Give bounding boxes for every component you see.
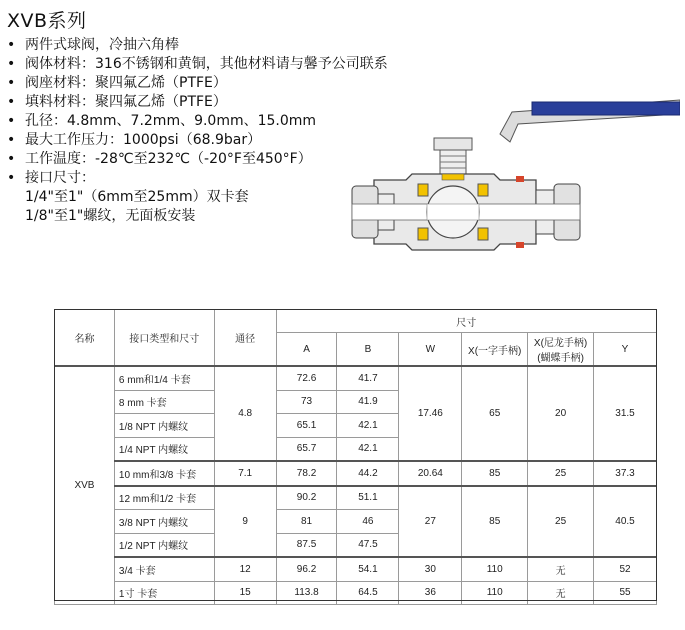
b-cell: 51.1	[337, 486, 399, 510]
o-ring	[516, 242, 524, 248]
table-row	[55, 366, 657, 390]
y-cell: 31.5	[594, 366, 657, 461]
header-port: 接口类型和尺寸	[114, 310, 214, 367]
port-cell: 1/8 NPT 内螺纹	[114, 414, 214, 438]
x2-cell: 无	[528, 557, 594, 581]
a-cell: 72.6	[276, 366, 337, 390]
port-cell: 8 mm 卡套	[114, 390, 214, 414]
table-row	[55, 461, 657, 486]
header-a: A	[276, 333, 337, 367]
w-cell: 17.46	[399, 366, 462, 461]
valve-seat	[478, 228, 488, 240]
header-b: B	[337, 333, 399, 367]
series-name: XVB	[55, 366, 115, 605]
x2-cell: 25	[528, 486, 594, 558]
table-row	[55, 557, 657, 581]
valve-seat	[418, 184, 428, 196]
port-cell: 3/4 卡套	[114, 557, 214, 581]
spec-item: • 接口尺寸：	[7, 169, 388, 188]
port-cell: 1/4 NPT 内螺纹	[114, 437, 214, 461]
b-cell: 64.5	[337, 581, 399, 605]
header-x2: X(尼龙手柄) (蝴蝶手柄)	[528, 333, 594, 367]
a-cell: 65.1	[276, 414, 337, 438]
x1-cell: 110	[462, 581, 528, 605]
stem-packing	[442, 174, 464, 180]
spec-subitem: 1/8"至1"螺纹，无面板安装	[25, 208, 196, 224]
x1-cell: 110	[462, 557, 528, 581]
header-x1: X(一字手柄)	[462, 333, 528, 367]
b-cell: 42.1	[337, 437, 399, 461]
x2-cell: 25	[528, 461, 594, 486]
b-cell: 44.2	[337, 461, 399, 486]
x1-cell: 65	[462, 366, 528, 461]
spec-item: • 填料材料：聚四氟乙烯（PTFE）	[7, 93, 388, 112]
a-cell: 65.7	[276, 437, 337, 461]
spec-item: • 孔径：4.8mm、7.2mm、9.0mm、15.0mm	[7, 112, 388, 131]
w-cell: 30	[399, 557, 462, 581]
a-cell: 96.2	[276, 557, 337, 581]
a-cell: 90.2	[276, 486, 337, 510]
spec-item: • 阀体材料：316不锈钢和黄铜，其他材料请与馨予公司联系	[7, 55, 388, 74]
header-y: Y	[594, 333, 657, 367]
y-cell: 40.5	[594, 486, 657, 558]
a-cell: 73	[276, 390, 337, 414]
spec-item: • 工作温度：-28℃至232℃（-20°F至450°F）	[7, 150, 388, 169]
bore-cell: 7.1	[214, 461, 276, 486]
port-cell: 6 mm和1/4 卡套	[114, 366, 214, 390]
stem-nut	[434, 138, 472, 150]
spec-list	[7, 36, 388, 226]
port-cell: 3/8 NPT 内螺纹	[114, 510, 214, 534]
spec-item: • 最大工作压力：1000psi（68.9bar）	[7, 131, 388, 150]
a-cell: 113.8	[276, 581, 337, 605]
table-row	[55, 581, 657, 605]
spec-subitem: 1/4"至1"（6mm至25mm）双卡套	[25, 189, 249, 205]
b-cell: 54.1	[337, 557, 399, 581]
port-cell: 1寸 卡套	[114, 581, 214, 605]
y-cell: 52	[594, 557, 657, 581]
b-cell: 47.5	[337, 533, 399, 557]
bore-cell: 12	[214, 557, 276, 581]
x2-cell: 无	[528, 581, 594, 605]
bore-cell: 15	[214, 581, 276, 605]
w-cell: 20.64	[399, 461, 462, 486]
handle-grip	[532, 102, 680, 115]
dimension-table	[54, 309, 657, 605]
bore-cell: 4.8	[214, 366, 276, 461]
header-w: W	[399, 333, 462, 367]
y-cell: 37.3	[594, 461, 657, 486]
table-row	[55, 486, 657, 510]
b-cell: 42.1	[337, 414, 399, 438]
port-cell: 12 mm和1/2 卡套	[114, 486, 214, 510]
header-name: 名称	[55, 310, 115, 367]
spec-item: • 两件式球阀，冷抽六角棒	[7, 36, 388, 55]
ball-valve-drawing	[350, 94, 680, 270]
header-dimensions: 尺寸	[276, 310, 656, 333]
spec-item: • 阀座材料：聚四氟乙烯（PTFE）	[7, 74, 388, 93]
a-cell: 78.2	[276, 461, 337, 486]
valve-seat	[478, 184, 488, 196]
b-cell: 41.9	[337, 390, 399, 414]
x2-cell: 20	[528, 366, 594, 461]
bore-cell: 9	[214, 486, 276, 558]
page-title: XVB系列	[7, 10, 87, 32]
port-cell: 1/2 NPT 内螺纹	[114, 533, 214, 557]
w-cell: 27	[399, 486, 462, 558]
b-cell: 41.7	[337, 366, 399, 390]
header-bore: 通径	[214, 310, 276, 367]
x1-cell: 85	[462, 461, 528, 486]
w-cell: 36	[399, 581, 462, 605]
y-cell: 55	[594, 581, 657, 605]
b-cell: 46	[337, 510, 399, 534]
valve-seat	[418, 228, 428, 240]
o-ring	[516, 176, 524, 182]
x1-cell: 85	[462, 486, 528, 558]
a-cell: 87.5	[276, 533, 337, 557]
a-cell: 81	[276, 510, 337, 534]
port-cell: 10 mm和3/8 卡套	[114, 461, 214, 486]
